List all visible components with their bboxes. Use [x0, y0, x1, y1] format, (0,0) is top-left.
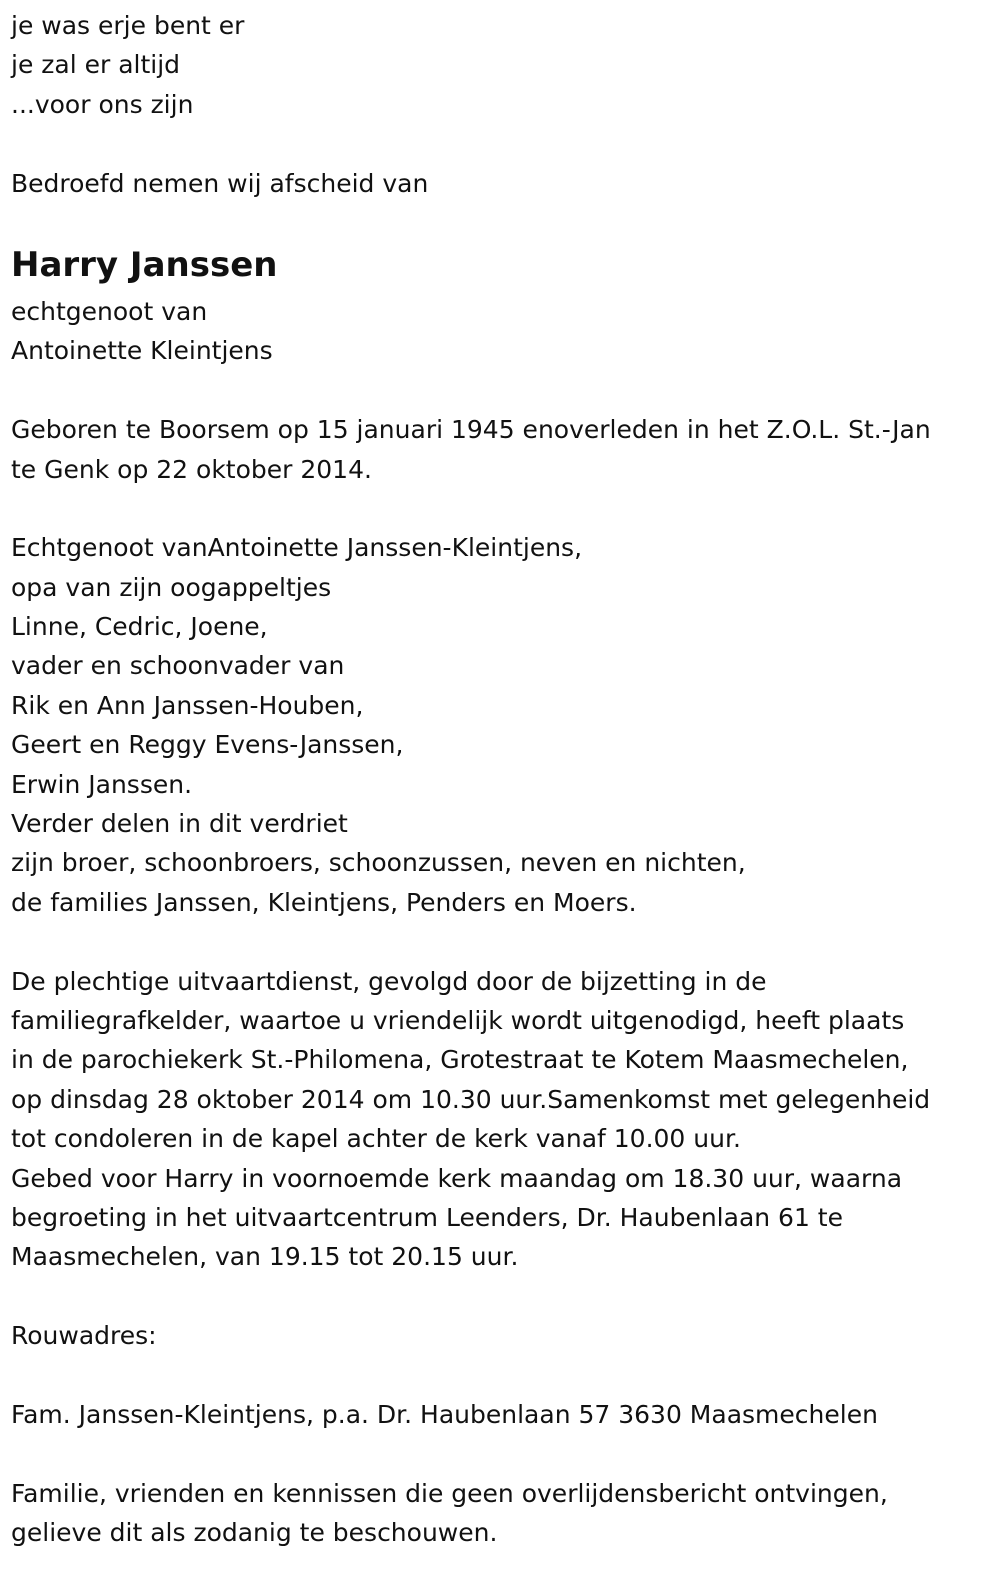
family-line: Echtgenoot vanAntoinette Janssen-Kleintjens,: [11, 533, 583, 563]
family-line: zijn broer, schoonbroers, schoonzussen, neven en nichten,: [11, 848, 746, 878]
motto-section: [11, 6, 1000, 124]
family-line: Erwin Janssen.: [11, 769, 193, 799]
ceremony-line: Gebed voor Harry in voornoemde kerk maandag om 18.30 uur, waarna: [11, 1163, 903, 1193]
family-line: opa van zijn oogappeltjes: [11, 572, 332, 602]
ceremony-line: begroeting in het uitvaartcentrum Leenders, Dr. Haubenlaan 61 te: [11, 1202, 843, 1232]
motto-line: je was erje bent er: [11, 11, 245, 40]
ceremony-line: in de parochiekerk St.-Philomena, Grotestraat te Kotem Maasmechelen,: [11, 1045, 909, 1075]
family-line: Geert en Reggy Evens-Janssen,: [11, 730, 404, 760]
ceremony-line: tot condoleren in de kapel achter de kerk vanaf 10.00 uur.: [11, 1124, 741, 1154]
deceased-section: [11, 238, 1000, 371]
spacer: [11, 922, 1000, 961]
mourning-address: Fam. Janssen-Kleintjens, p.a. Dr. Haubenlaan 57 3630 Maasmechelen: [11, 1399, 878, 1429]
family-line: Verder delen in dit verdriet: [11, 809, 348, 839]
deceased-name: Harry Janssen: [11, 244, 278, 285]
motto-line: ...voor ons zijn: [11, 89, 194, 119]
birth-death-section: [11, 410, 1000, 489]
closing-section: [11, 1474, 1000, 1553]
spacer: [11, 1434, 1000, 1473]
spacer: [11, 371, 1000, 410]
motto-line: je zal er altijd: [11, 50, 181, 80]
closing-line: gelieve dit als zodanig te beschouwen.: [11, 1518, 498, 1548]
family-line: Rik en Ann Janssen-Houben,: [11, 690, 364, 720]
ceremony-section: [11, 962, 1000, 1277]
ceremony-line: familiegrafkelder, waartoe u vriendelijk wordt uitgenodigd, heeft plaats: [11, 1005, 905, 1035]
spacer: [11, 489, 1000, 528]
birth-death-line: te Genk op 22 oktober 2014.: [11, 454, 372, 484]
ceremony-line: Maasmechelen, van 19.15 tot 20.15 uur.: [11, 1242, 519, 1272]
closing-line: Familie, vrienden en kennissen die geen overlijdensbericht ontvingen,: [11, 1478, 888, 1508]
family-section: [11, 528, 1000, 922]
family-line: vader en schoonvader van: [11, 651, 345, 681]
relation-text: echtgenoot van: [11, 296, 208, 326]
ceremony-line: op dinsdag 28 oktober 2014 om 10.30 uur.Samenkomst met gelegenheid: [11, 1084, 931, 1114]
family-line: Linne, Cedric, Joene,: [11, 612, 268, 642]
spacer: [11, 1356, 1000, 1395]
ceremony-line: De plechtige uitvaartdienst, gevolgd door de bijzetting in de: [11, 966, 767, 996]
mourning-address-label: Rouwadres:: [11, 1321, 157, 1351]
birth-death-line: Geboren te Boorsem op 15 januari 1945 enoverleden in het Z.O.L. St.-Jan: [11, 415, 931, 445]
spacer: [11, 1277, 1000, 1316]
intro-text: Bedroefd nemen wij afscheid van: [11, 168, 429, 198]
family-line: de families Janssen, Kleintjens, Penders en Moers.: [11, 887, 637, 917]
spacer: [11, 203, 1000, 236]
spacer: [11, 124, 1000, 163]
spouse-name: Antoinette Kleintjens: [11, 336, 273, 366]
